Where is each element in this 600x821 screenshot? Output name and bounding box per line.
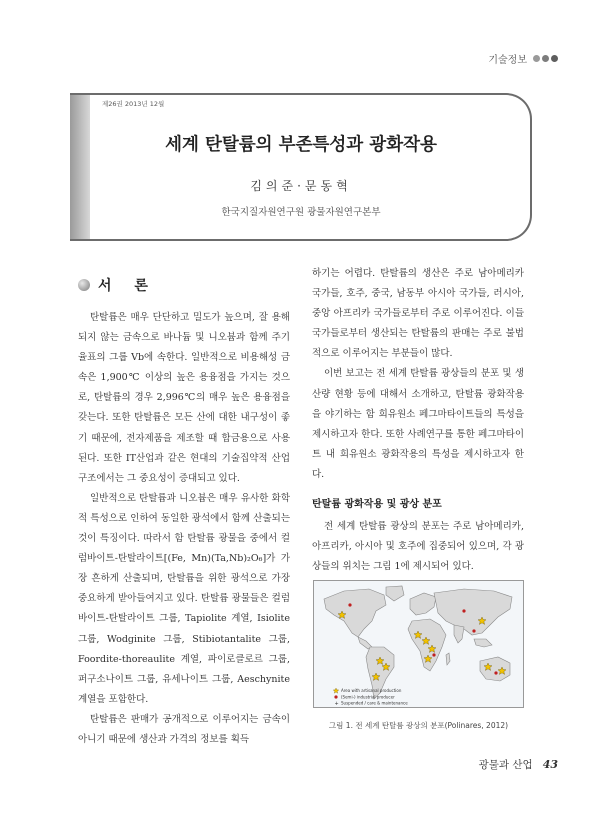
bullet-icon <box>78 279 90 291</box>
paragraph: 일반적으로 탄탈륨과 니오븀은 매우 유사한 화학적 특성으로 인하여 동일한 광석에서 함께 산출되는 것이 특징이다. 따라서 함 탄탈륨 광물을 중에서 컬럼바이트-탄탈라이트[(Fe, Mn)(Ta,Nb)₂O₆]가 가장 흔하게 산출되며, 탄탈륨을 위한 광석으로 가장 중요하게 받아들여지고 있다. 탄탈륨 광물들은 컬럼바이트-탄탈라이트 그룹, Tapiolite 계열, Isiolite 그룹, Wodginite 그룹, Stibiotantalite 그룹, Foordite-thoreaulite 계열, 파이로클로르 그룹, 퍼구소나이트 그룹, 유세나이트 그룹, Aeschynite 계열을 포함한다. <box>78 492 290 705</box>
subheading: 탄탈륨 광화작용 및 광상 분포 <box>312 499 442 511</box>
section-heading <box>78 275 157 295</box>
paragraph: 이번 보고는 전 세계 탄탈륨 광상들의 분포 및 생산량 현황 등에 대해서 소개하고, 탄탈륨 광화작용을 야기하는 함 희유원소 페그마타이트들의 특성을 제시하고자 한다. 또한 사례연구를 통한 페그마타이트 내 희유원소 광화작용의 특성을 제시하고자 한다. <box>312 368 524 480</box>
section-label: 기술정보 <box>488 55 527 66</box>
producer-marker <box>472 629 475 632</box>
legend-label: Area with artisanal production <box>341 688 402 693</box>
section-title: 서 론 <box>98 278 157 294</box>
page-footer <box>479 757 558 772</box>
producer-marker <box>432 653 435 656</box>
right-column <box>312 264 524 577</box>
legend-label: Suspended / care & maintenance <box>341 700 408 706</box>
header-dot <box>542 55 549 62</box>
world-map <box>314 581 524 708</box>
legend-label: (Semi-) industrial producer <box>341 694 395 700</box>
title-box <box>70 93 532 241</box>
figure-caption: 그림 1. 전 세계 탄탈륨 광상의 분포(Polinares, 2012) <box>328 721 509 730</box>
article-authors: 김의준·문동혁 <box>250 179 352 193</box>
article-affiliation: 한국지질자원연구원 광물자원연구본부 <box>221 207 381 218</box>
legend-circle-icon <box>334 695 337 698</box>
section-header <box>488 51 558 66</box>
volume-info: 제26권 2013년 12월 <box>102 100 165 108</box>
paragraph: 탄탈륨은 판매가 공개적으로 이루어지는 금속이 아니기 때문에 생산과 가격의 정보를 획득 <box>78 713 290 745</box>
paragraph: 하기는 어렵다. 탄탈륨의 생산은 주로 남아메리카 국가들, 호주, 중국, 남동부 아시아 국가들, 러시아, 중앙 아프리카 국가들로부터 주로 이루어진다. 이들 국가들로부터 생산되는 탄탈륨의 판매는 주로 불법적으로 이루어지는 부분들이 많다. <box>312 268 524 360</box>
producer-marker <box>348 603 351 606</box>
producer-marker <box>462 609 465 612</box>
legend-cross-icon: + <box>334 701 339 707</box>
header-dot <box>551 55 558 62</box>
paragraph: 탄탈륨은 매우 단단하고 밀도가 높으며, 잘 용해되지 않는 금속으로 바나듐 및 니오븀과 함께 주기율표의 그룹 Vb에 속한다. 일반적으로 비용해성 금속은 1,900℃ 이상의 높은 용융점을 가지는 것으로, 탄탈륨의 경우 2,996℃의 매우 높은 용융점을 갖는다. 또한 탄탈륨은 모든 산에 대한 내구성이 좋기 때문에, 전자제품을 제조할 때 합금용으로 사용된다. 또한 IT산업과 같은 현대의 기술집약적 산업구조에서는 그 중요성이 증대되고 있다. <box>78 312 290 484</box>
header-dots <box>533 55 558 62</box>
world-map-figure <box>313 580 524 708</box>
australia-landmass <box>480 657 510 681</box>
header-dot <box>533 55 540 62</box>
paragraph: 전 세계 탄탈륨 광상의 분포는 주로 남아메리카, 아프리카, 아시아 및 호주에 집중되어 있으며, 각 광상들의 위치는 그림 1에 제시되어 있다. <box>312 521 524 573</box>
page-number: 43 <box>542 758 558 771</box>
left-column <box>78 308 290 750</box>
article-title: 세계 탄탈륨의 부존특성과 광화작용 <box>165 135 437 155</box>
publication-name: 광물과 산업 <box>478 759 533 771</box>
producer-marker <box>494 671 497 674</box>
